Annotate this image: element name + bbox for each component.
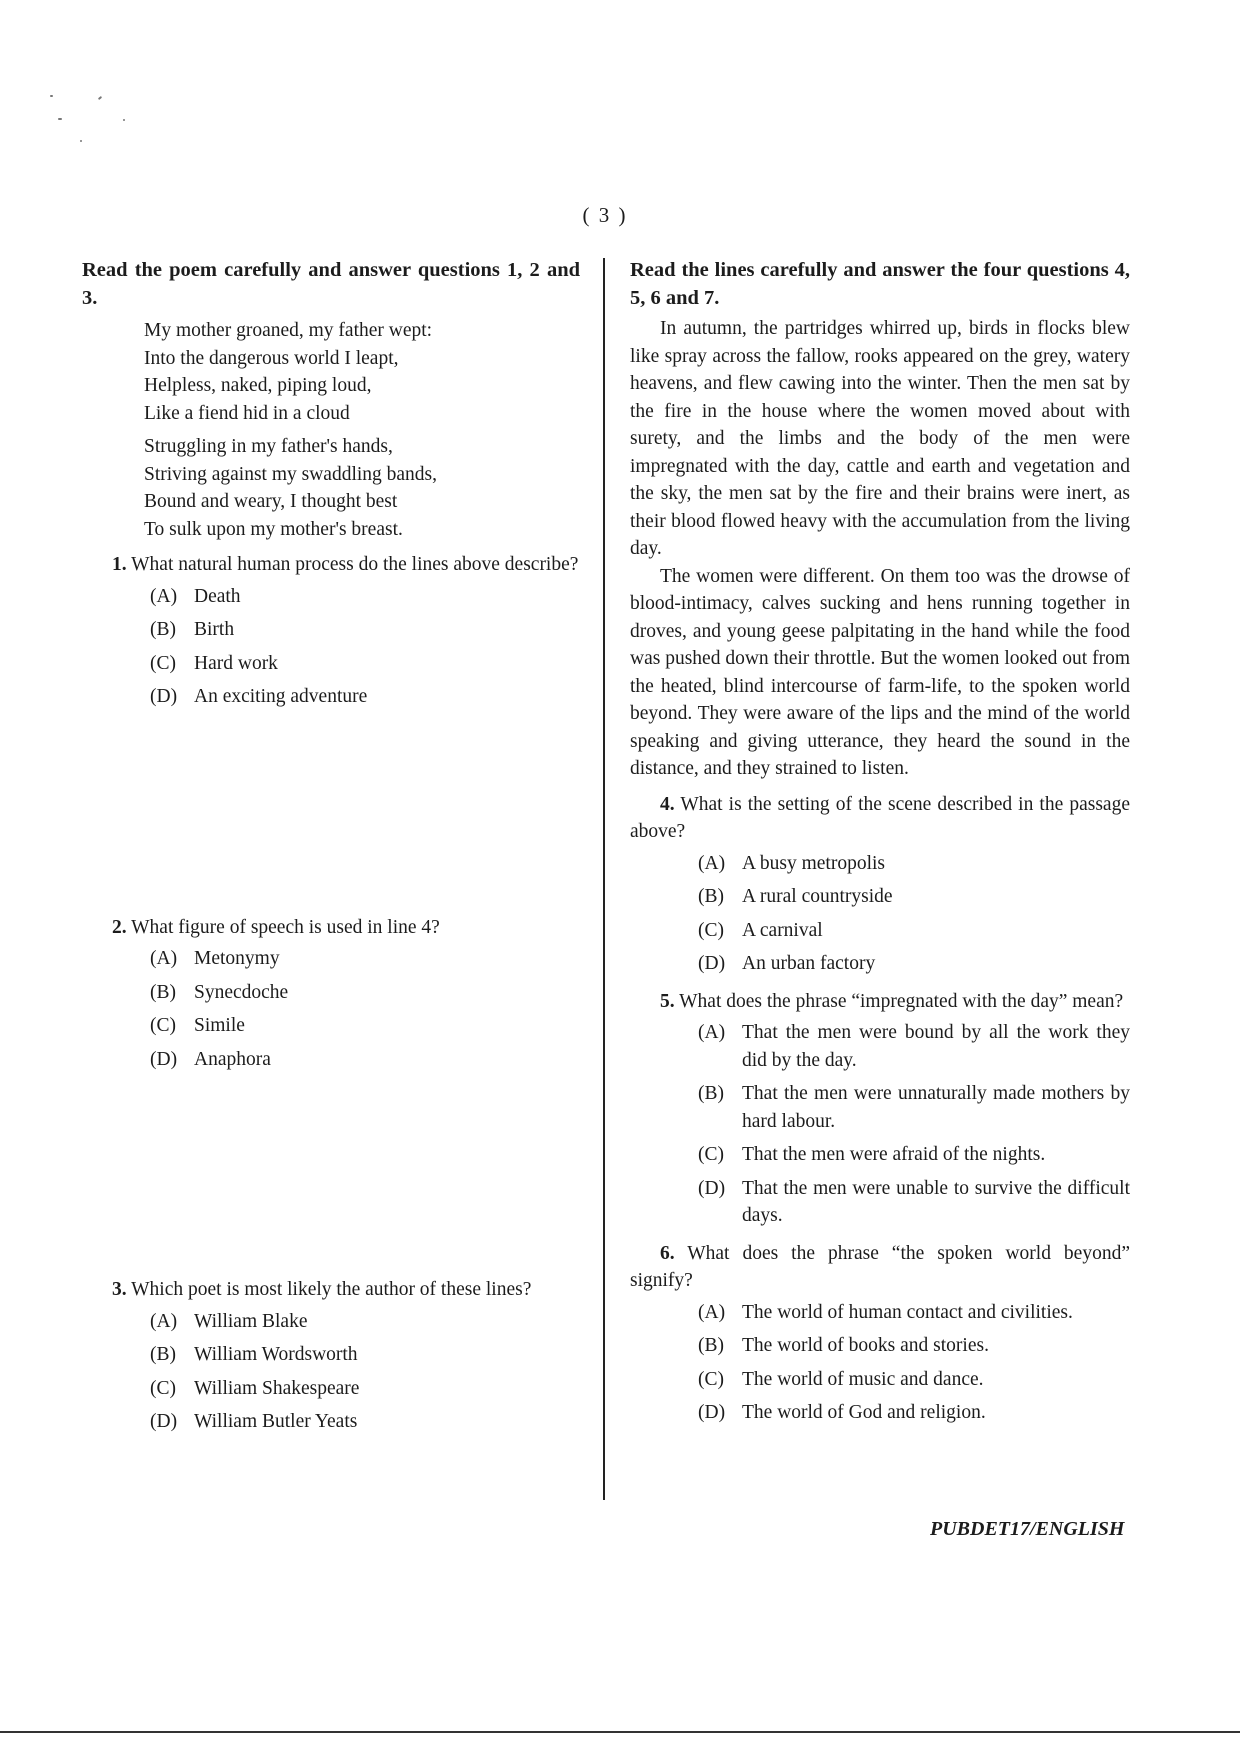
answer-option xyxy=(150,1408,580,1436)
option-letter: (D) xyxy=(150,1411,178,1432)
option-text: Hard work xyxy=(194,652,278,674)
answer-option xyxy=(150,616,580,644)
poem-line: Struggling in my father's hands, xyxy=(144,436,393,457)
option-text: An exciting adventure xyxy=(194,686,368,707)
option-text: Death xyxy=(194,585,241,607)
answer-option xyxy=(150,1046,580,1074)
scan-speck xyxy=(123,119,125,121)
option-letter: (B) xyxy=(150,1344,176,1365)
answer-option xyxy=(698,883,1130,911)
option-text: An urban factory xyxy=(742,953,876,974)
answer-options xyxy=(630,1299,1130,1427)
answer-option xyxy=(150,650,580,678)
answer-option xyxy=(698,850,1130,878)
question-text: What natural human process do the lines above describe? xyxy=(131,554,579,575)
option-letter: (B) xyxy=(698,886,724,907)
answer-option xyxy=(698,1019,1130,1074)
option-letter: (D) xyxy=(698,1177,726,1199)
question-prompt xyxy=(82,914,580,942)
option-letter: (A) xyxy=(150,585,178,607)
question-text: What figure of speech is used in line 4? xyxy=(131,916,440,938)
question-number: 5. xyxy=(660,990,675,1012)
option-letter: (C) xyxy=(698,1144,724,1165)
option-letter: (A) xyxy=(698,852,726,874)
answer-option xyxy=(698,950,1130,978)
poem-line: Helpless, naked, piping loud, xyxy=(144,375,372,396)
answer-option xyxy=(698,1299,1130,1327)
bottom-rule xyxy=(0,1731,1240,1733)
option-text: William Wordsworth xyxy=(194,1344,358,1365)
scan-speck xyxy=(80,140,82,142)
scan-speck xyxy=(50,95,53,97)
option-letter: (A) xyxy=(150,1310,178,1332)
question-3 xyxy=(82,1276,580,1436)
answer-option xyxy=(698,1175,1130,1230)
answer-option xyxy=(698,1366,1130,1394)
option-text: That the men were afraid of the nights. xyxy=(742,1144,1046,1165)
question-6 xyxy=(630,1240,1130,1427)
answer-options xyxy=(630,1019,1130,1230)
question-number: 3. xyxy=(112,1279,127,1300)
poem-line: Bound and weary, I thought best xyxy=(144,491,398,512)
question-number: 6. xyxy=(660,1242,675,1264)
passage-paragraph: In autumn, the partridges whirred up, birds in flocks blew like spray across the fallow, rooks appeared on the grey, watery heavens, and flew cawing into the winter. Then the men sat by the fire in the house where the women moved about with surety, and the limbs and the body of the men were impregnated with the day, cattle and earth and vegetation and the sky, the men sat by the fire and their brains were inert, as their blood flowed heavy with the accumulation from the living day. xyxy=(630,318,1130,559)
answer-option xyxy=(698,1141,1130,1169)
option-text: Birth xyxy=(194,619,235,640)
answer-options xyxy=(82,945,580,1073)
answer-option xyxy=(698,1399,1130,1427)
option-text: A busy metropolis xyxy=(742,852,886,874)
option-letter: (B) xyxy=(698,1083,724,1104)
page-number: ( 3 ) xyxy=(582,203,628,227)
right-column xyxy=(630,257,1130,1433)
answer-option xyxy=(150,1012,580,1040)
option-text: Synecdoche xyxy=(194,981,289,1003)
option-letter: (A) xyxy=(150,948,178,969)
answer-options xyxy=(82,583,580,711)
question-prompt xyxy=(630,1240,1130,1295)
question-text: What does the phrase “the spoken world beyond” signify? xyxy=(630,1242,1130,1291)
option-text: The world of human contact and civilities. xyxy=(742,1301,1073,1323)
option-letter: (A) xyxy=(698,1301,726,1323)
answer-option xyxy=(150,583,580,611)
answer-option xyxy=(150,1308,580,1336)
answer-options xyxy=(630,850,1130,978)
passage-instructions: Read the lines carefully and answer the four questions 4, 5, 6 and 7. xyxy=(630,259,1130,309)
column-divider xyxy=(603,258,605,1500)
option-text: The world of books and stories. xyxy=(742,1335,989,1356)
option-letter: (A) xyxy=(698,1022,726,1043)
poem-line: Into the dangerous world I leapt, xyxy=(144,347,399,369)
option-text: That the men were bound by all the work they did by the day. xyxy=(742,1022,1130,1071)
answer-option xyxy=(698,917,1130,945)
passage-paragraph: The women were different. On them too was the drowse of blood-intimacy, calves sucking and hens running together in droves, and young geese palpitating in the hand while the food was pushed down their throttle. But the women looked out from the heated, blind intercourse of farm-life, to the spoken world beyond. They were aware of the lips and the mind of the world speaking and giving utterance, they heard the sound in the distance, and they strained to listen. xyxy=(630,565,1130,779)
scan-speck xyxy=(58,118,62,120)
option-letter: (D) xyxy=(698,1402,726,1423)
question-number: 1. xyxy=(112,554,127,575)
answer-option xyxy=(150,979,580,1007)
option-letter: (C) xyxy=(150,1015,176,1036)
option-text: William Butler Yeats xyxy=(194,1411,358,1432)
answer-option xyxy=(698,1332,1130,1360)
scan-speck xyxy=(98,96,102,100)
option-letter: (C) xyxy=(150,652,176,674)
option-text: Anaphora xyxy=(194,1048,271,1070)
answer-option xyxy=(150,1375,580,1403)
poem-instructions: Read the poem carefully and answer questions 1, 2 and 3. xyxy=(82,259,580,309)
option-letter: (D) xyxy=(150,686,178,707)
question-4 xyxy=(630,791,1130,978)
option-letter: (D) xyxy=(150,1048,178,1070)
answer-option xyxy=(150,1341,580,1369)
poem xyxy=(82,317,580,543)
option-letter: (B) xyxy=(698,1335,724,1356)
question-text: Which poet is most likely the author of these lines? xyxy=(131,1279,532,1300)
question-prompt xyxy=(630,988,1130,1016)
poem-line: To sulk upon my mother's breast. xyxy=(144,518,403,540)
option-letter: (B) xyxy=(150,619,176,640)
option-text: That the men were unnaturally made mothers by hard labour. xyxy=(742,1083,1130,1132)
question-prompt xyxy=(82,551,580,579)
left-column xyxy=(82,257,580,1442)
answer-options xyxy=(82,1308,580,1436)
prose-passage xyxy=(630,315,1130,783)
option-letter: (C) xyxy=(698,919,724,941)
question-text: What does the phrase “impregnated with the day” mean? xyxy=(679,990,1124,1012)
poem-stanza xyxy=(144,317,580,427)
option-text: A rural countryside xyxy=(742,886,893,907)
poem-line: Striving against my swaddling bands, xyxy=(144,463,438,485)
option-text: The world of God and religion. xyxy=(742,1402,986,1423)
question-text: What is the setting of the scene described in the passage above? xyxy=(630,793,1130,842)
poem-line: Like a fiend hid in a cloud xyxy=(144,402,350,424)
question-2 xyxy=(82,914,580,1074)
option-text: Metonymy xyxy=(194,948,280,969)
option-text: William Shakespeare xyxy=(194,1377,360,1399)
option-letter: (C) xyxy=(698,1368,724,1390)
option-text: Simile xyxy=(194,1015,245,1036)
question-5 xyxy=(630,988,1130,1230)
option-text: William Blake xyxy=(194,1310,308,1332)
option-text: The world of music and dance. xyxy=(742,1368,984,1390)
question-1 xyxy=(82,551,580,711)
answer-option xyxy=(150,683,580,711)
option-letter: (C) xyxy=(150,1377,176,1399)
question-number: 2. xyxy=(112,916,127,938)
poem-line: My mother groaned, my father wept: xyxy=(144,320,433,341)
question-prompt xyxy=(630,791,1130,846)
option-letter: (B) xyxy=(150,981,176,1003)
question-prompt xyxy=(82,1276,580,1304)
option-letter: (D) xyxy=(698,953,726,974)
option-text: That the men were unable to survive the difficult days. xyxy=(742,1177,1130,1226)
option-text: A carnival xyxy=(742,919,823,941)
answer-option xyxy=(698,1080,1130,1135)
answer-option xyxy=(150,945,580,973)
question-number: 4. xyxy=(660,793,675,815)
footer-code: PUBDET17/ENGLISH xyxy=(930,1518,1125,1540)
poem-stanza xyxy=(144,433,580,543)
